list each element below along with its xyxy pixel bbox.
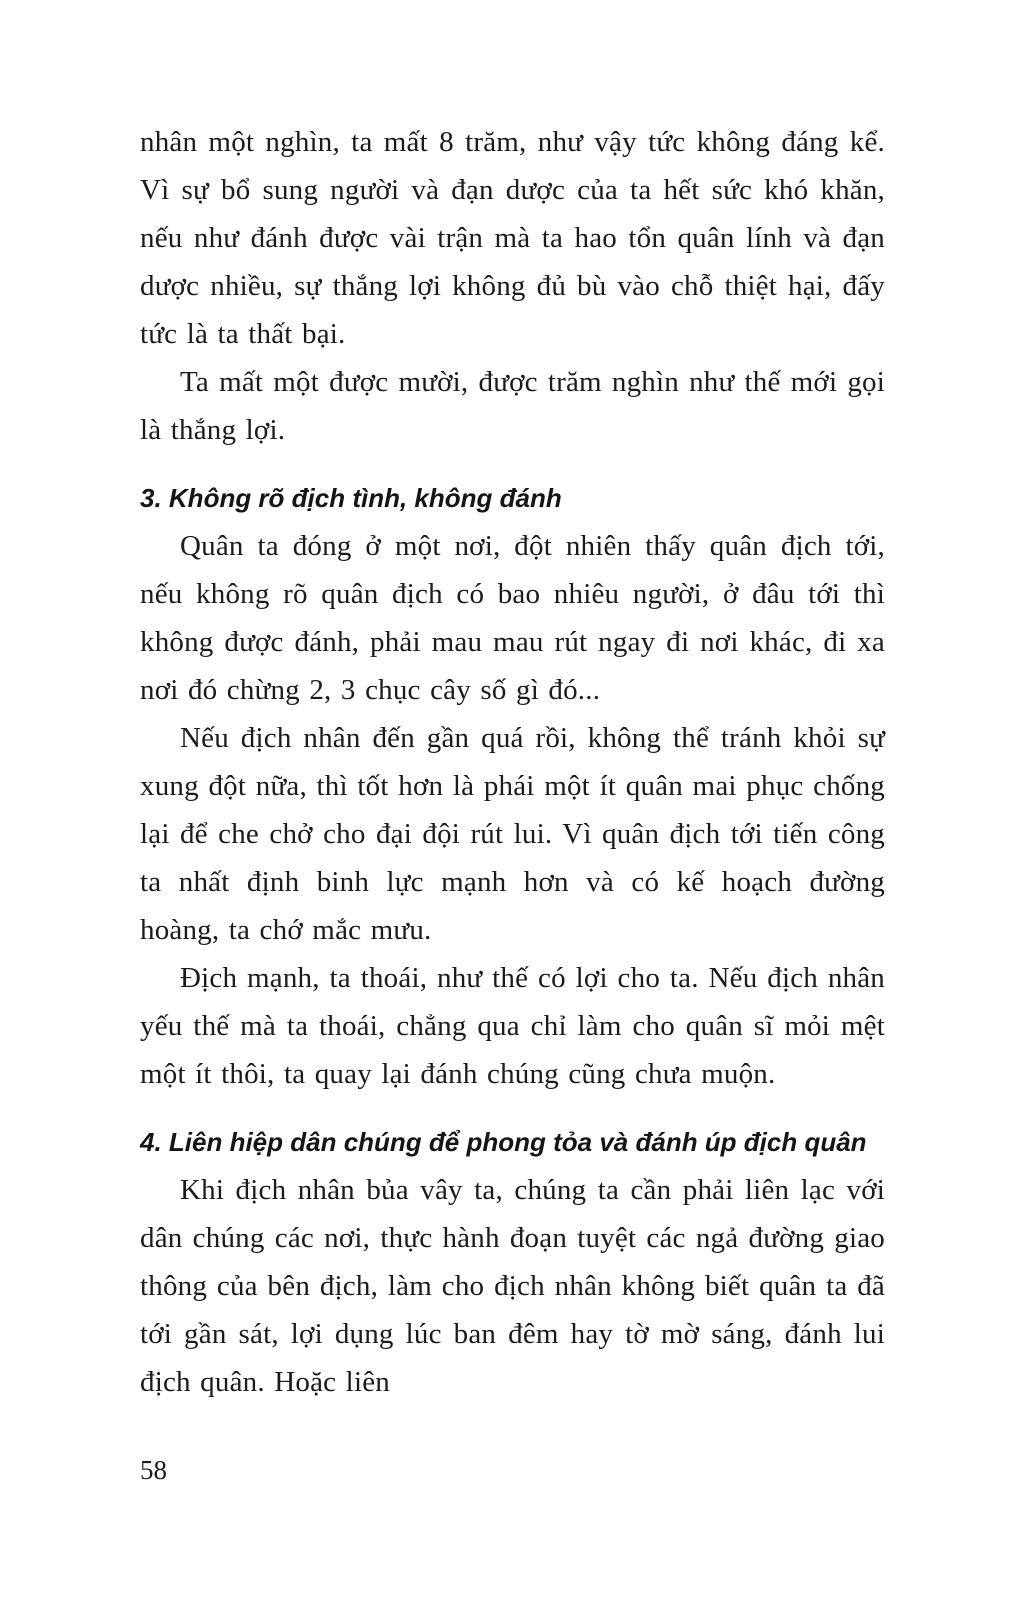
paragraph: Ta mất một được mười, được trăm nghìn như thế mới gọi là thắng lợi. <box>140 366 885 446</box>
page-number: 58 <box>140 1455 167 1485</box>
paragraph: Nếu địch nhân đến gần quá rồi, không thể tránh khỏi sự xung đột nữa, thì tốt hơn là phái một ít quân mai phục chống lại để che chở cho đại đội rút lui. Vì quân địch tới tiến công ta nhất định binh lực mạnh hơn và có kế hoạch đường hoàng, ta chớ mắc mưu. <box>140 722 885 946</box>
section-heading-4: 4. Liên hiệp dân chúng để phong tỏa và đánh úp địch quân <box>140 1127 867 1157</box>
paragraph: Quân ta đóng ở một nơi, đột nhiên thấy quân địch tới, nếu không rõ quân địch có bao nhiêu người, ở đâu tới thì không được đánh, phải mau mau rút ngay đi nơi khác, đi xa nơi đó chừng 2, 3 chục cây số gì đó... <box>140 530 885 706</box>
paragraph: Địch mạnh, ta thoái, như thế có lợi cho ta. Nếu địch nhân yếu thế mà ta thoái, chẳng qua chỉ làm cho quân sĩ mỏi mệt một ít thôi, ta quay lại đánh chúng cũng chưa muộn. <box>140 962 885 1090</box>
paragraph-continuation: nhân một nghìn, ta mất 8 trăm, như vậy tức không đáng kể. Vì sự bổ sung người và đạn dược của ta hết sức khó khăn, nếu như đánh được vài trận mà ta hao tổn quân lính và đạn dược nhiều, sự thắng lợi không đủ bù vào chỗ thiệt hại, đấy tức là ta thất bại. <box>140 126 885 350</box>
section-heading-3: 3. Không rõ địch tình, không đánh <box>140 483 562 513</box>
paragraph: Khi địch nhân bủa vây ta, chúng ta cần phải liên lạc với dân chúng các nơi, thực hành đoạn tuyệt các ngả đường giao thông của bên địch, làm cho địch nhân không biết quân ta đã tới gần sát, lợi dụng lúc ban đêm hay tờ mờ sáng, đánh lui địch quân. Hoặc liên <box>140 1174 885 1398</box>
